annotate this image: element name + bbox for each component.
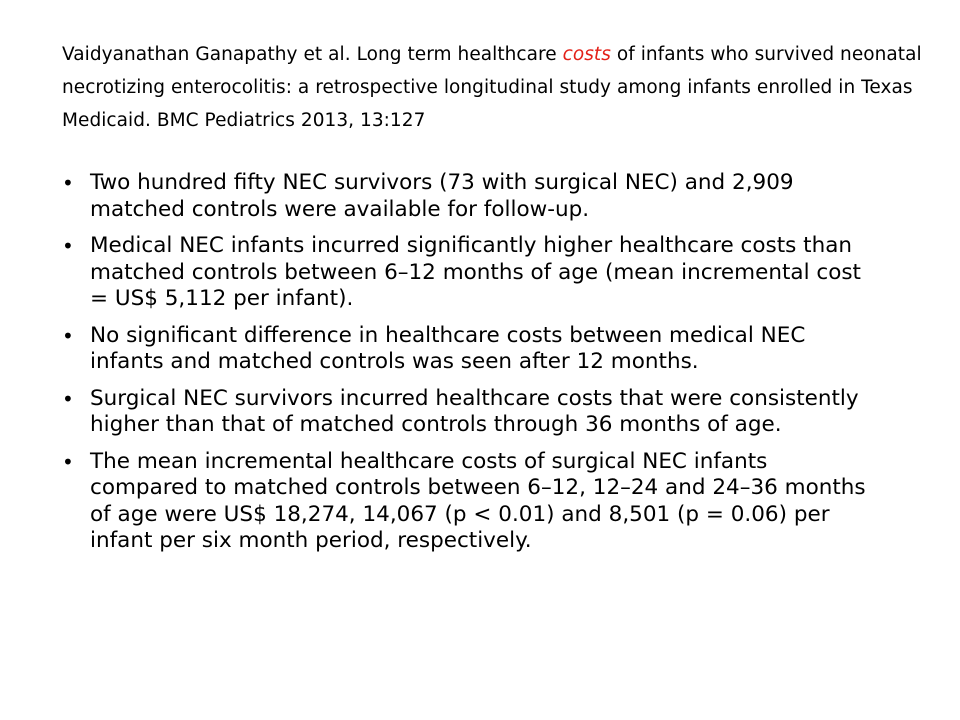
bullet-icon: • bbox=[62, 171, 74, 195]
bullet-icon: • bbox=[62, 449, 74, 474]
bullet-item bbox=[62, 233, 882, 313]
bullet-text: Medical NEC infants incurred significantly higher healthcare costs than matched controls between 6–12 months of age (mean incremental cost = US$ 5,112 per infant). bbox=[90, 233, 861, 311]
bullet-text: The mean incremental healthcare costs of surgical NEC infants compared to matched controls between 6–12, 12–24 and 24–36 months of age were US$ 18,274, 14,067 (p < 0.01) and 8,501 (p = 0.06) per infant per six month period, respectively. bbox=[90, 448, 866, 553]
citation-highlight-word: costs bbox=[562, 44, 611, 65]
citation-text-part1: Vaidyanathan Ganapathy et al. Long term healthcare bbox=[62, 44, 563, 65]
bullet-item bbox=[62, 449, 882, 555]
bullet-icon: • bbox=[62, 323, 74, 348]
bullet-item bbox=[62, 386, 882, 439]
bullet-text: Surgical NEC survivors incurred healthcare costs that were consistently higher than that of matched controls through 36 months of age. bbox=[90, 385, 859, 437]
bullet-list bbox=[62, 170, 882, 565]
bullet-text: No significant difference in healthcare costs between medical NEC infants and matched controls was seen after 12 months. bbox=[90, 322, 806, 374]
bullet-icon: • bbox=[62, 234, 74, 258]
bullet-item bbox=[62, 323, 882, 376]
citation-heading bbox=[62, 38, 922, 137]
citation-text-part2: of infants who survived neonatal necrotizing enterocolitis: a retrospective longitudinal study among infants enrolled in Texas Medicaid. BMC Pediatrics 2013, 13:127 bbox=[62, 44, 922, 131]
bullet-item bbox=[62, 170, 882, 223]
bullet-icon: • bbox=[62, 386, 74, 411]
bullet-text: Two hundred fifty NEC survivors (73 with surgical NEC) and 2,909 matched controls were available for follow-up. bbox=[90, 170, 794, 222]
